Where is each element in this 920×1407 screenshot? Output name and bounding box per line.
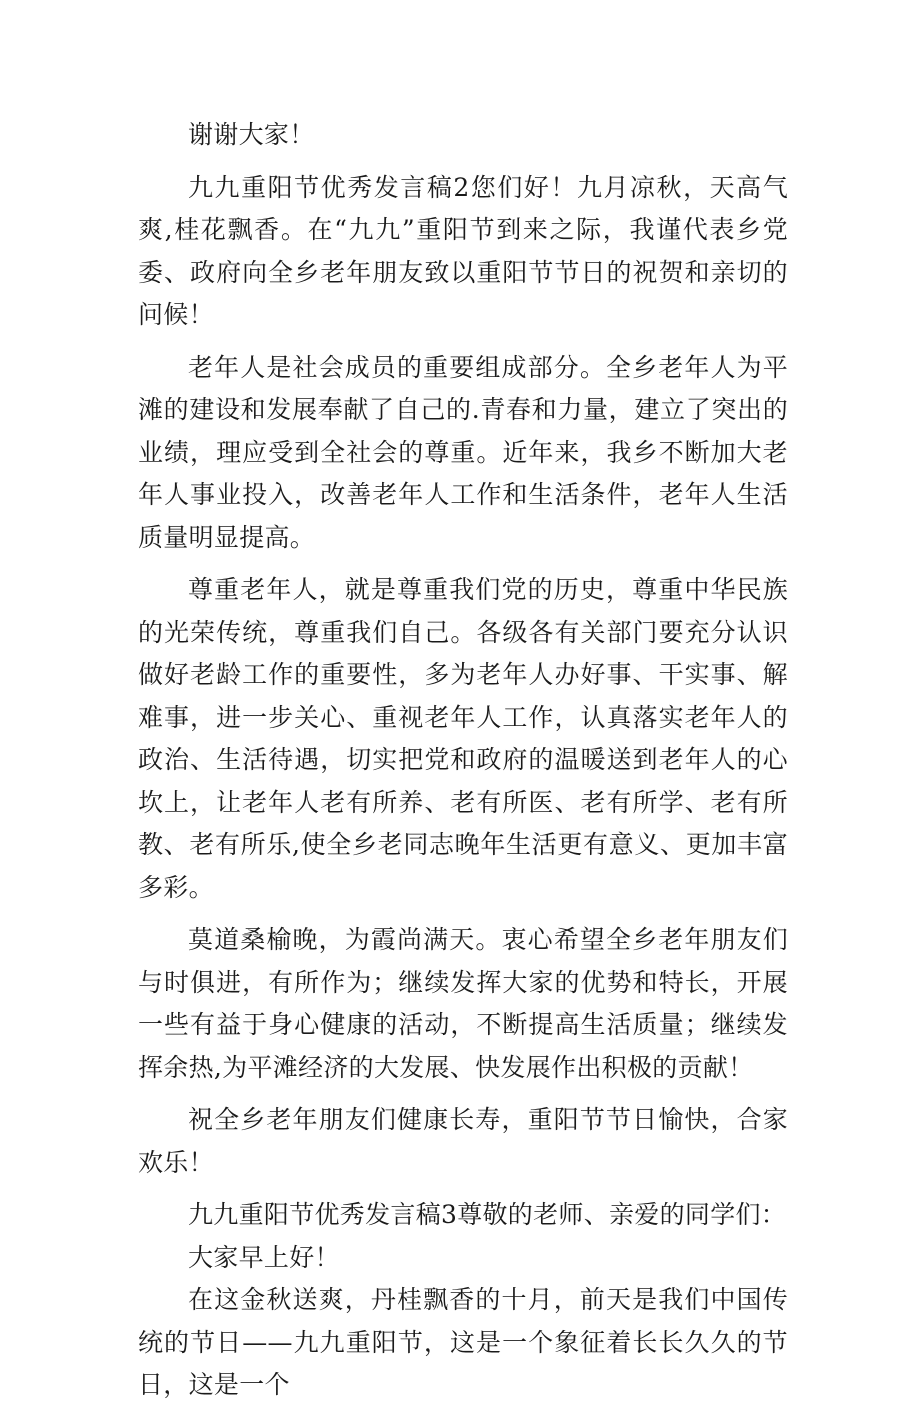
paragraph-thanks: 谢谢大家！ [188,120,315,149]
paragraph-hope: 莫道桑榆晚，为霞尚满天。衷心希望全乡老年朋友们与时俱进，有所作为；继续发挥大家的优势和特长，开展一些有益于身心健康的活动，不断提高生活质量；继续发挥余热,为平滩经济的大发展、快发展作出积极的贡献！ [138,925,788,1082]
paragraph-speech-3-heading: 九九重阳节优秀发言稿3尊敬的老师、亲爱的同学们： [188,1200,787,1229]
document-body [138,114,788,1407]
paragraph-respect-elderly: 尊重老年人，就是尊重我们党的历史，尊重中华民族的光荣传统，尊重我们自己。各级各有关部门要充分认识做好老龄工作的重要性，多为老年人办好事、干实事、解难事，进一步关心、重视老年人工作，认真落实老年人的政治、生活待遇，切实把党和政府的温暖送到老年人的心坎上，让老年人老有所养、老有所医、老有所学、老有所教、老有所乐,使全乡老同志晚年生活更有意义、更加丰富多彩。 [138,575,788,902]
paragraph-elderly-contribution: 老年人是社会成员的重要组成部分。全乡老年人为平滩的建设和发展奉献了自己的.青春和力量，建立了突出的业绩，理应受到全社会的尊重。近年来，我乡不断加大老年人事业投入，改善老年人工作和生活条件，老年人生活质量明显提高。 [138,352,788,552]
paragraph-autumn: 在这金秋送爽，丹桂飘香的十月，前天是我们中国传统的节日——九九重阳节，这是一个象征着长长久久的节日，这是一个 [138,1285,788,1399]
paragraph-speech-2-opening: 九九重阳节优秀发言稿2您们好！九月凉秋，天高气爽,桂花飘香。在“九九”重阳节到来之际，我谨代表乡党委、政府向全乡老年朋友致以重阳节节日的祝贺和亲切的问候！ [138,172,788,329]
paragraph-greeting: 大家早上好！ [188,1242,340,1272]
paragraph-wishes: 祝全乡老年朋友们健康长寿，重阳节节日愉快，合家欢乐！ [138,1105,788,1177]
